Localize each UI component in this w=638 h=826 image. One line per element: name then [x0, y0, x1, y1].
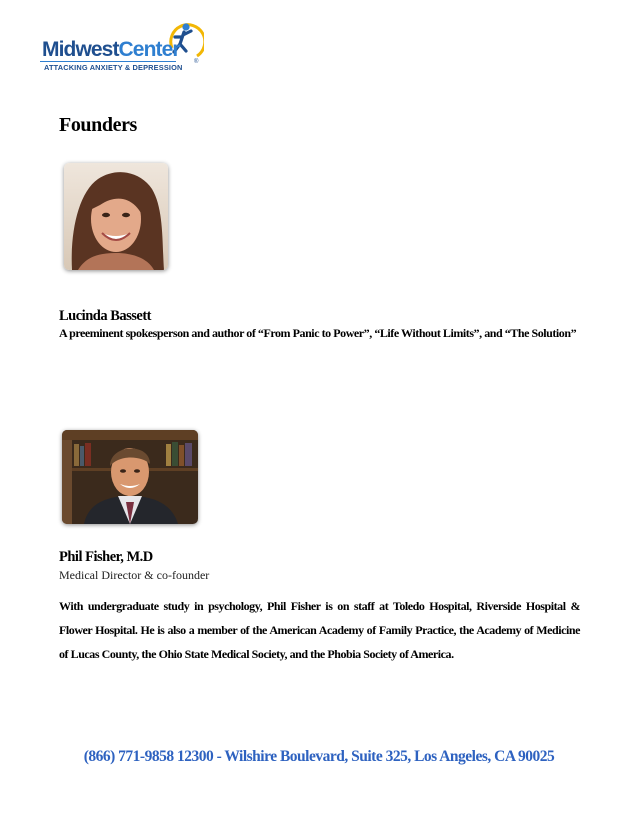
founder-bio: A preeminent spokesperson and author of “From Panic to Power”, “Life Without Limits”, and “The Solution”: [59, 326, 577, 340]
logo-tagline: ATTACKING ANXIETY & DEPRESSION: [44, 63, 183, 72]
portrait-photo: [62, 430, 198, 524]
logo-divider: [40, 61, 176, 62]
registered-mark: ®: [194, 59, 199, 65]
footer-contact: (866) 771-9858 12300 - Wilshire Boulevard, Suite 325, Los Angeles, CA 90025: [83, 748, 555, 765]
founder-name: Lucinda Bassett: [59, 308, 152, 324]
founder-photo-lucinda: [64, 163, 168, 270]
logo-word-part1: Midwest: [42, 38, 119, 61]
page-title: Founders: [59, 114, 137, 136]
logo-word-part2: Center: [118, 38, 180, 61]
founder-photo-phil: [62, 430, 198, 524]
logo-wordmark: [42, 38, 180, 62]
midwest-center-logo: [38, 18, 208, 80]
founder-bio: With undergraduate study in psychology, Phil Fisher is on staff at Toledo Hospital, Riverside Hospital & Flower Hospital. He is also a member of the American Academy of Family Practice, the Academy of Medicine of Lucas County, the Ohio State Medical Society, and the Phobia Society of America.: [59, 599, 580, 661]
portrait-photo: [64, 163, 168, 270]
founder-role: Medical Director & co-founder: [59, 568, 210, 582]
founder-name: Phil Fisher, M.D: [59, 549, 153, 565]
